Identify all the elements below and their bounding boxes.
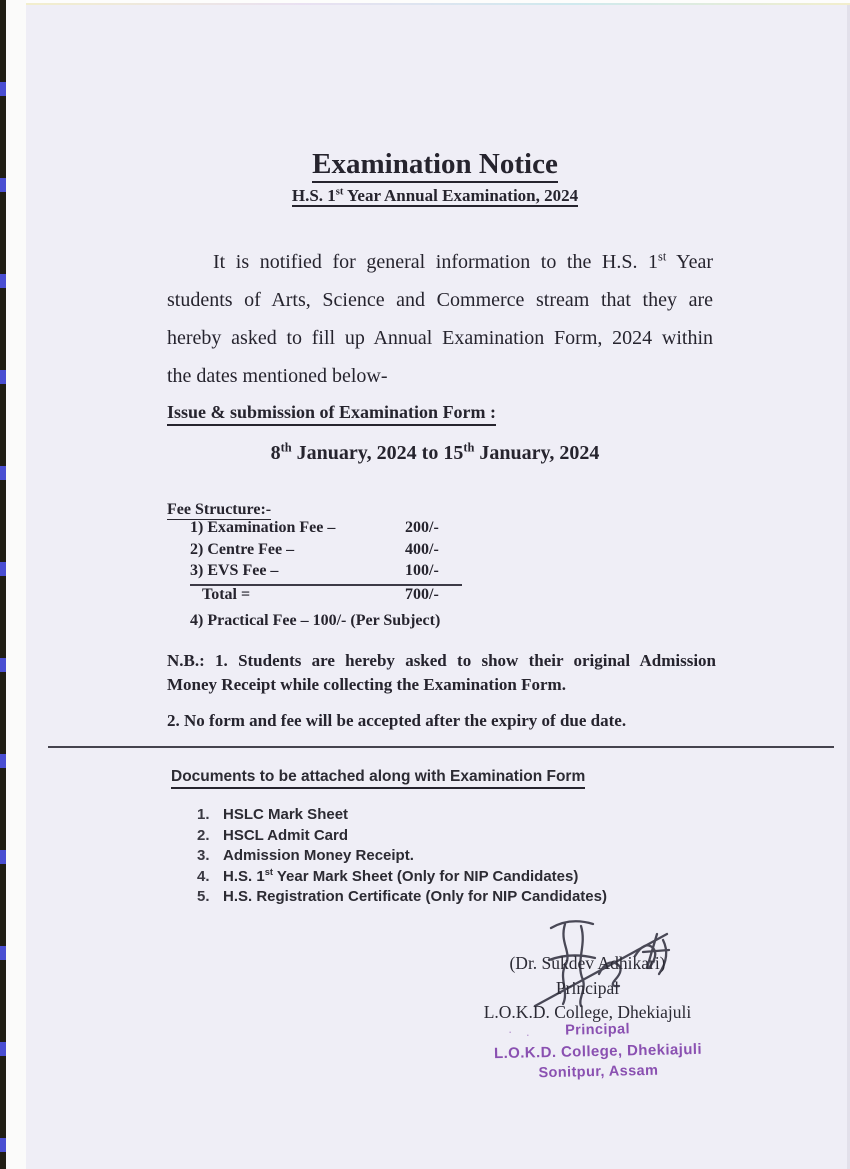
stamp-line-title: Principal [564, 1021, 631, 1039]
scanner-gutter [6, 0, 26, 1169]
nb-note-2: 2. No form and fee will be accepted after the expiry of due date. [167, 711, 627, 730]
date-text: January, 2024 [474, 442, 600, 464]
list-item-text [223, 868, 578, 885]
list-item-superscript: st [264, 866, 273, 877]
fee-structure-table [190, 519, 462, 607]
date-superscript: th [280, 440, 292, 455]
notice-subtitle-wrap [135, 186, 735, 206]
paragraph-line-2: students of Arts, Science and Commerce stream that they are [167, 289, 713, 311]
list-item [197, 867, 607, 888]
list-item-number: 5. [197, 888, 210, 906]
nb-note-1 [167, 649, 716, 697]
signatory-org: L.O.K.D. College, Dhekiajuli [483, 1002, 692, 1022]
list-item-text-pre: H.S. 1 [223, 867, 265, 885]
fee-label: 2) Centre Fee – [190, 540, 295, 558]
paragraph-line-3: hereby asked to fill up Annual Examination Form, 2024 within [167, 327, 713, 349]
principal-stamp [487, 1018, 708, 1086]
notice-title-wrap [135, 148, 735, 181]
fee-row-examination [190, 519, 462, 541]
stamp-ink-smudge: · . [508, 1024, 535, 1039]
signature-block [460, 951, 715, 1025]
fee-amount: 200/- [405, 519, 439, 536]
nb-line-1: N.B.: 1. Students are hereby asked to show their original Admission [167, 651, 716, 670]
date-text: 8 [270, 442, 281, 464]
notice-subtitle [292, 186, 578, 207]
fee-label: 3) EVS Fee – [190, 562, 279, 579]
list-item-number: 1. [197, 806, 210, 823]
list-item-text: Admission Money Receipt. [223, 847, 414, 865]
intro-paragraph [167, 243, 713, 395]
list-item-text: HSLC Mark Sheet [223, 806, 349, 823]
paragraph-line-4: the dates mentioned below- [167, 365, 388, 387]
fee-row-evs [190, 562, 462, 586]
list-item [197, 805, 607, 826]
paragraph-superscript: st [658, 249, 667, 264]
horizontal-divider [48, 746, 834, 748]
list-item-text-post: Year Mark Sheet (Only for NIP Candidates) [272, 867, 579, 885]
list-item-text: HSCL Admit Card [223, 826, 349, 844]
subtitle-text-post: Year Annual Examination, 2024 [343, 186, 579, 205]
paragraph-text: It is notified for general information to the H.S. 1 [213, 251, 659, 273]
notice-title: Examination Notice [312, 148, 558, 183]
fee-amount: 400/- [405, 540, 439, 558]
fee-amount: 100/- [405, 562, 439, 579]
issue-submission-heading: Issue & submission of Examination Form : [167, 402, 496, 426]
fee-label: 1) Examination Fee – [190, 519, 336, 536]
stamp-line-place: Sonitpur, Assam [538, 1062, 659, 1082]
nb-line-2: Money Receipt while collecting the Examination Form. [167, 675, 566, 694]
list-item [197, 826, 607, 847]
subtitle-text: H.S. 1 [291, 186, 336, 205]
list-item-number: 4. [197, 867, 210, 885]
exam-form-date-range [135, 442, 735, 465]
date-text: January, 2024 to 15 [291, 442, 464, 464]
paragraph-text-post: Year [666, 251, 713, 273]
fee-row-total [190, 586, 462, 608]
practical-fee-line: 4) Practical Fee – 100/- (Per Subject) [190, 612, 441, 629]
paragraph-line-1 [167, 243, 713, 281]
fee-structure-heading: Fee Structure:- [167, 501, 272, 518]
list-item-text: H.S. Registration Certificate (Only for NIP Candidates) [223, 888, 607, 906]
signatory-name: (Dr. Sukdev Adhikari) [509, 953, 666, 973]
scan-top-fringe [26, 3, 850, 5]
documents-heading: Documents to be attached along with Examination Form [171, 768, 585, 789]
list-item [197, 846, 607, 867]
fee-total-amount: 700/- [405, 585, 439, 603]
list-item-number: 3. [197, 847, 210, 865]
documents-list [197, 805, 607, 908]
fee-row-centre [190, 541, 462, 563]
date-superscript: th [463, 440, 475, 455]
signatory-title: Principal [555, 977, 620, 998]
list-item-number: 2. [197, 826, 210, 844]
subtitle-superscript: st [335, 186, 344, 198]
stamp-line-college: L.O.K.D. College, Dhekiajuli [493, 1040, 703, 1063]
fee-total-label: Total = [202, 585, 251, 603]
